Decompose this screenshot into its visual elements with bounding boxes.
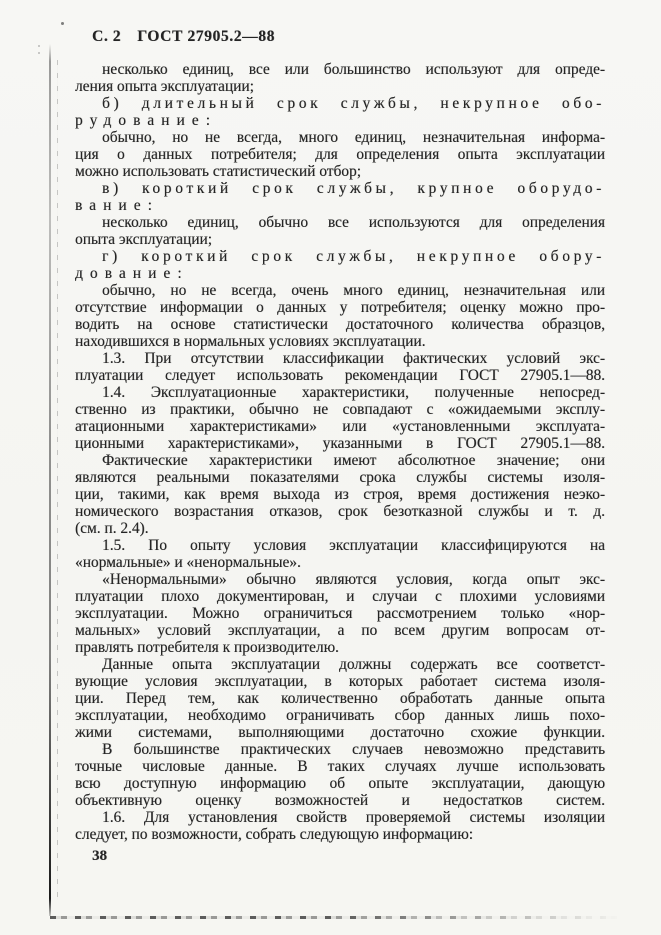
text-line: ления опыта эксплуатации; bbox=[75, 78, 254, 95]
text-line: жими системами, выполняющими достаточно схожие функции. bbox=[75, 724, 605, 741]
running-header bbox=[92, 28, 275, 46]
text-line: обычно, но не всегда, много единиц, незначительная информа- bbox=[102, 129, 605, 146]
text-line: эксплуатации. Можно ограничиться рассмотрением только «нор- bbox=[75, 605, 605, 622]
scan-speck bbox=[38, 45, 40, 47]
text-line: г) короткий срок службы, некрупное обору- bbox=[102, 248, 605, 265]
text-line: плуатации плохо документирован, и случаи с плохими условиями bbox=[75, 588, 605, 605]
text-line: номического возрастания отказов, срок безотказной службы и т. д. bbox=[75, 503, 605, 520]
body-text-block bbox=[75, 61, 605, 843]
scan-binding-edge-secondary bbox=[57, 60, 58, 900]
text-line: (см. п. 2.4). bbox=[75, 520, 149, 537]
text-line: можно использовать статистический отбор; bbox=[75, 163, 361, 180]
text-line: правлять потребителя к производителю. bbox=[75, 639, 339, 656]
text-line: находившихся в нормальных условиях эксплуатации. bbox=[75, 333, 426, 350]
text-line: отсутствие информации о данных у потребителя; оценку можно про- bbox=[75, 299, 605, 316]
text-line: несколько единиц, обычно все используются для определения bbox=[102, 214, 605, 231]
text-line: 1.3. При отсутствии классификации фактических условий экс- bbox=[102, 350, 605, 367]
text-line: эксплуатации, необходимо ограничивать сбор данных лишь похо- bbox=[75, 707, 605, 724]
text-line: б) длительный срок службы, некрупное обо- bbox=[102, 95, 605, 112]
gost-document-code: ГОСТ 27905.2—88 bbox=[137, 28, 275, 45]
text-line: точные числовые данные. В таких случаях лучше использовать bbox=[75, 758, 605, 775]
scan-speck bbox=[38, 52, 40, 54]
text-line: Данные опыта эксплуатации должны содержать все соответст- bbox=[102, 656, 605, 673]
text-line: рудование: bbox=[75, 112, 218, 129]
text-line: 1.6. Для установления свойств проверяемой системы изоляции bbox=[102, 809, 605, 826]
text-line: 1.4. Эксплуатационные характеристики, полученные непосред- bbox=[102, 384, 605, 401]
scan-binding-edge-vertical bbox=[49, 44, 51, 916]
scan-speck bbox=[61, 22, 64, 25]
text-line: водить на основе статистически достаточного количества образцов, bbox=[75, 316, 605, 333]
text-line: «нормальные» и «ненормальные». bbox=[75, 554, 301, 571]
text-line: Фактические характеристики имеют абсолютное значение; они bbox=[102, 452, 605, 469]
text-line: вующие условия эксплуатации, в которых работает система изоля- bbox=[75, 673, 605, 690]
text-line: в) короткий срок службы, крупное оборудо- bbox=[102, 180, 605, 197]
text-line: всю доступную информацию об опыте эксплуатации, дающую bbox=[75, 775, 605, 792]
text-line: дование: bbox=[75, 265, 189, 282]
text-line: опыта эксплуатации; bbox=[75, 231, 212, 248]
text-line: вание: bbox=[75, 197, 159, 214]
text-line: ционными характеристиками», указанными в ГОСТ 27905.1—88. bbox=[75, 435, 605, 452]
text-line: «Ненормальными» обычно являются условия, когда опыт экс- bbox=[102, 571, 605, 588]
text-line: несколько единиц, все или большинство используют для опреде- bbox=[102, 61, 605, 78]
text-line: ственно из практики, обычно не совпадают с «ожидаемыми эксплу- bbox=[75, 401, 605, 418]
text-line: следует, по возможности, собрать следующую информацию: bbox=[75, 826, 473, 843]
scan-page-bottom-edge bbox=[50, 916, 625, 919]
text-line: объективную оценку возможностей и недостатков систем. bbox=[75, 792, 605, 809]
text-line: 1.5. По опыту условия эксплуатации классифицируются на bbox=[102, 537, 605, 554]
text-line: атационными характеристиками» или «установленными эксплуата- bbox=[75, 418, 605, 435]
page-marker: С. 2 bbox=[92, 28, 122, 45]
text-line: ция о данных потребителя; для определения опыта эксплуатации bbox=[75, 146, 605, 163]
text-line: ции, такими, как время выхода из строя, время достижения неэко- bbox=[75, 486, 605, 503]
text-line: ции. Перед тем, как количественно обработать данные опыта bbox=[75, 690, 605, 707]
text-line: В большинстве практических случаев невозможно представить bbox=[102, 741, 605, 758]
text-line: обычно, но не всегда, очень много единиц, незначительная или bbox=[102, 282, 605, 299]
page-number: 38 bbox=[92, 848, 107, 864]
text-line: являются реальными показателями срока службы системы изоля- bbox=[75, 469, 605, 486]
text-line: мальных» условий эксплуатации, а по всем другим вопросам от- bbox=[75, 622, 605, 639]
text-line: плуатации следует использовать рекомендации ГОСТ 27905.1—88. bbox=[75, 367, 605, 384]
